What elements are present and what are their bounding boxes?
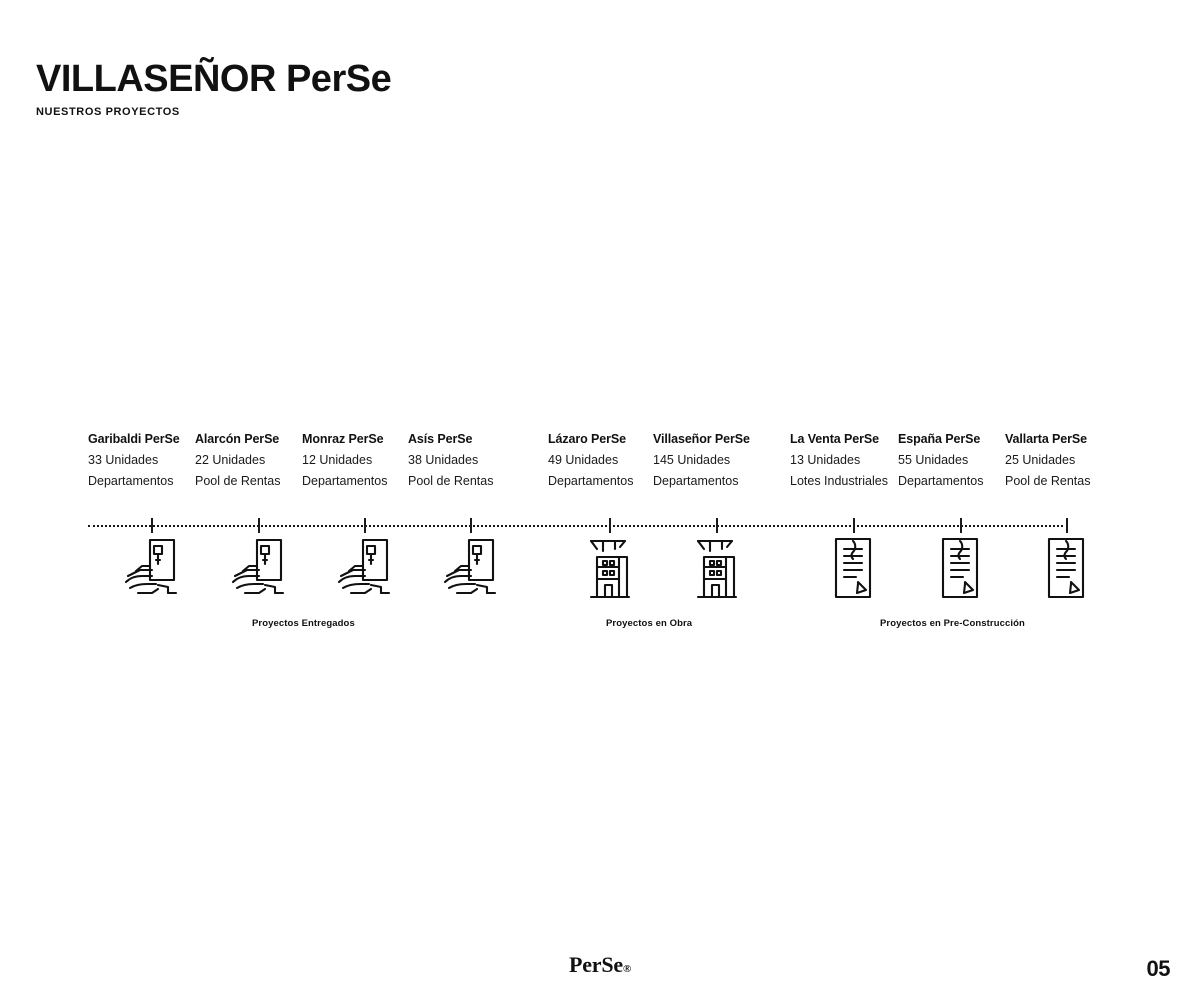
project-name: Alarcón PerSe: [195, 432, 280, 446]
signed-document-icon: [821, 528, 885, 608]
project-column: [898, 432, 1002, 488]
project-type: Pool de Rentas: [408, 474, 494, 488]
page-subtitle: NUESTROS PROYECTOS: [36, 105, 180, 118]
group-caption: Proyectos Entregados: [252, 618, 355, 629]
handshake-key-icon: [332, 528, 396, 608]
project-column: [548, 432, 652, 488]
project-type: Departamentos: [898, 474, 984, 488]
project-name: España PerSe: [898, 432, 981, 446]
project-name: La Venta PerSe: [790, 432, 879, 446]
project-column: [790, 432, 894, 488]
project-name: Lázaro PerSe: [548, 432, 627, 446]
handshake-key-icon: [119, 528, 183, 608]
project-columns: [80, 432, 1090, 504]
handshake-key-icon: [438, 528, 502, 608]
page-header: [36, 60, 391, 118]
group-caption: Proyectos en Pre-Construcción: [880, 618, 1025, 629]
group-captions: [80, 618, 1090, 640]
project-units: 38 Unidades: [408, 453, 479, 467]
project-type: Departamentos: [548, 474, 634, 488]
project-name: Asís PerSe: [408, 432, 473, 446]
project-icons-row: [80, 528, 1090, 618]
project-type: Departamentos: [88, 474, 174, 488]
project-units: 13 Unidades: [790, 453, 861, 467]
project-units: 25 Unidades: [1005, 453, 1076, 467]
handshake-key-icon: [226, 528, 290, 608]
project-units: 12 Unidades: [302, 453, 373, 467]
crane-building-icon: [577, 528, 641, 608]
project-units: 55 Unidades: [898, 453, 969, 467]
project-name: Garibaldi PerSe: [88, 432, 180, 446]
project-type: Lotes Industriales: [790, 474, 888, 488]
footer-logo-mark: ®: [622, 963, 631, 975]
signed-document-icon: [928, 528, 992, 608]
footer-logo-text: PerSe: [569, 952, 623, 977]
project-column: [88, 432, 192, 488]
crane-building-icon: [684, 528, 748, 608]
signed-document-icon: [1034, 528, 1098, 608]
project-type: Departamentos: [653, 474, 739, 488]
project-column: [195, 432, 299, 488]
project-name: Monraz PerSe: [302, 432, 384, 446]
page-number: 05: [1146, 956, 1170, 981]
project-type: Pool de Rentas: [1005, 474, 1091, 488]
project-units: 33 Unidades: [88, 453, 159, 467]
timeline-dotted-line: [88, 525, 1063, 527]
projects-timeline: [80, 432, 1090, 640]
project-type: Departamentos: [302, 474, 388, 488]
project-column: [653, 432, 757, 488]
project-name: Vallarta PerSe: [1005, 432, 1087, 446]
project-column: [302, 432, 406, 488]
project-type: Pool de Rentas: [195, 474, 281, 488]
project-units: 49 Unidades: [548, 453, 619, 467]
project-column: [408, 432, 512, 488]
project-name: Villaseñor PerSe: [653, 432, 750, 446]
page-title: VILLASEÑOR PerSe: [36, 58, 392, 100]
project-units: 145 Unidades: [653, 453, 731, 467]
group-caption: Proyectos en Obra: [606, 618, 693, 629]
footer-logo: [0, 952, 1200, 978]
project-column: [1005, 432, 1109, 488]
project-units: 22 Unidades: [195, 453, 266, 467]
